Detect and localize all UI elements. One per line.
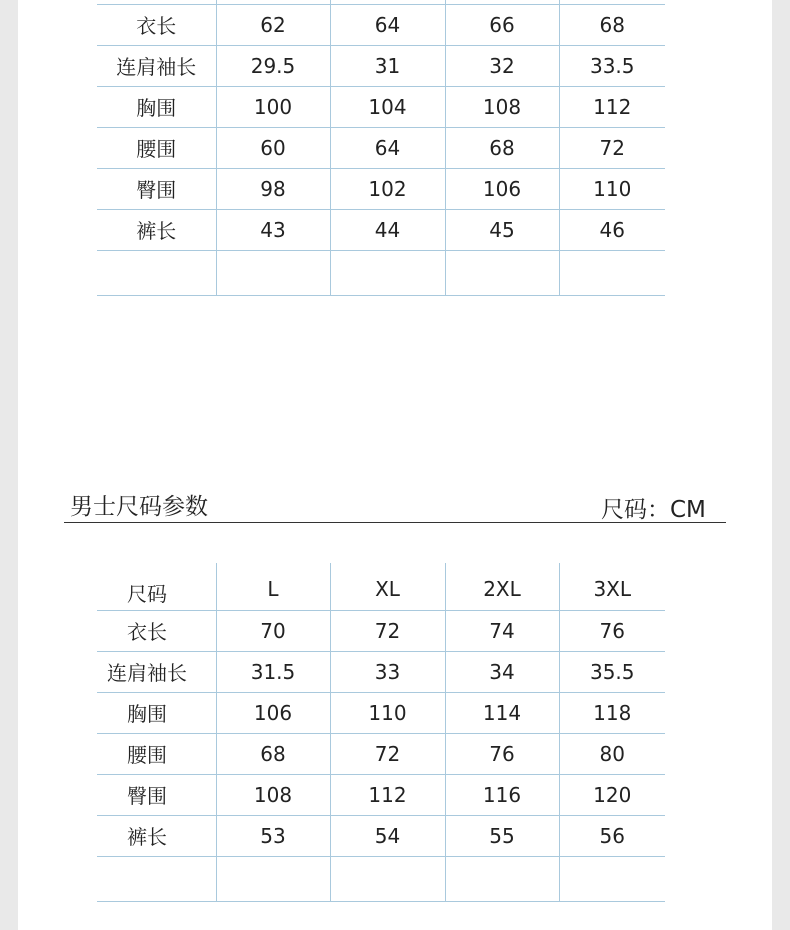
cell-value: 44 [330, 209, 445, 250]
cell-value: 80 [559, 733, 665, 774]
size-chart-page [18, 0, 772, 930]
cell-value: 32 [445, 45, 559, 86]
cell-value: 72 [330, 733, 445, 774]
women-size-table [97, 0, 665, 296]
row-label: 胸围 [97, 692, 216, 733]
cell-value: 100 [216, 86, 330, 127]
cell-value: 76 [559, 610, 665, 651]
table-row-empty [97, 856, 665, 901]
cell-value: 76 [445, 733, 559, 774]
table-row [97, 733, 665, 774]
cell-value: 70 [216, 610, 330, 651]
cell-value: 64 [330, 4, 445, 45]
cell-value: 33 [330, 651, 445, 692]
header-label: 尺码 [97, 563, 216, 610]
unit-label: 尺码：CM [601, 497, 706, 523]
table-row-empty [97, 250, 665, 295]
cell-value: 102 [330, 168, 445, 209]
men-size-table [97, 563, 665, 902]
row-label: 连肩袖长 [97, 651, 216, 692]
cell-value: 110 [330, 692, 445, 733]
cell-value: 114 [445, 692, 559, 733]
cell-value: 33.5 [559, 45, 665, 86]
cell-value: 60 [216, 127, 330, 168]
cell-value: 56 [559, 815, 665, 856]
cell-value: 29.5 [216, 45, 330, 86]
table-row [97, 815, 665, 856]
cell-value: 62 [216, 4, 330, 45]
table-row [97, 209, 665, 250]
cell-value: 98 [216, 168, 330, 209]
table-row [97, 692, 665, 733]
size-header: 3XL [559, 563, 665, 610]
cell-value: 116 [445, 774, 559, 815]
cell-value: 72 [559, 127, 665, 168]
cell-value: 34 [445, 651, 559, 692]
table-row [97, 610, 665, 651]
row-label: 衣长 [97, 610, 216, 651]
cell-value: 104 [330, 86, 445, 127]
size-header: L [216, 563, 330, 610]
table-row [97, 651, 665, 692]
table-row [97, 127, 665, 168]
row-label: 衣长 [97, 4, 216, 45]
cell-value: 108 [445, 86, 559, 127]
cell-value: 118 [559, 692, 665, 733]
cell-value: 45 [445, 209, 559, 250]
table-header-row [97, 563, 665, 610]
cell-value: 110 [559, 168, 665, 209]
cell-value: 72 [330, 610, 445, 651]
cell-value: 68 [216, 733, 330, 774]
table-row [97, 774, 665, 815]
row-label: 腰围 [97, 733, 216, 774]
cell-value: 68 [445, 127, 559, 168]
table-row [97, 4, 665, 45]
row-label: 臀围 [97, 774, 216, 815]
row-label: 裤长 [97, 815, 216, 856]
cell-value: 64 [330, 127, 445, 168]
row-label: 胸围 [97, 86, 216, 127]
cell-value: 31.5 [216, 651, 330, 692]
row-label: 连肩袖长 [97, 45, 216, 86]
cell-value: 53 [216, 815, 330, 856]
cell-value: 112 [559, 86, 665, 127]
cell-value: 55 [445, 815, 559, 856]
table-row [97, 45, 665, 86]
cell-value: 31 [330, 45, 445, 86]
cell-value: 68 [559, 4, 665, 45]
row-label: 臀围 [97, 168, 216, 209]
cell-value: 120 [559, 774, 665, 815]
cell-value: 35.5 [559, 651, 665, 692]
size-header: 2XL [445, 563, 559, 610]
cell-value: 106 [216, 692, 330, 733]
cell-value: 106 [445, 168, 559, 209]
cell-value: 43 [216, 209, 330, 250]
cell-value: 108 [216, 774, 330, 815]
row-label: 腰围 [97, 127, 216, 168]
title-divider [64, 522, 726, 523]
cell-value: 66 [445, 4, 559, 45]
table-row [97, 86, 665, 127]
size-header: XL [330, 563, 445, 610]
cell-value: 46 [559, 209, 665, 250]
row-label: 裤长 [97, 209, 216, 250]
cell-value: 54 [330, 815, 445, 856]
cell-value: 112 [330, 774, 445, 815]
cell-value: 74 [445, 610, 559, 651]
section-title: 男士尺码参数 [70, 494, 208, 520]
table-row [97, 168, 665, 209]
